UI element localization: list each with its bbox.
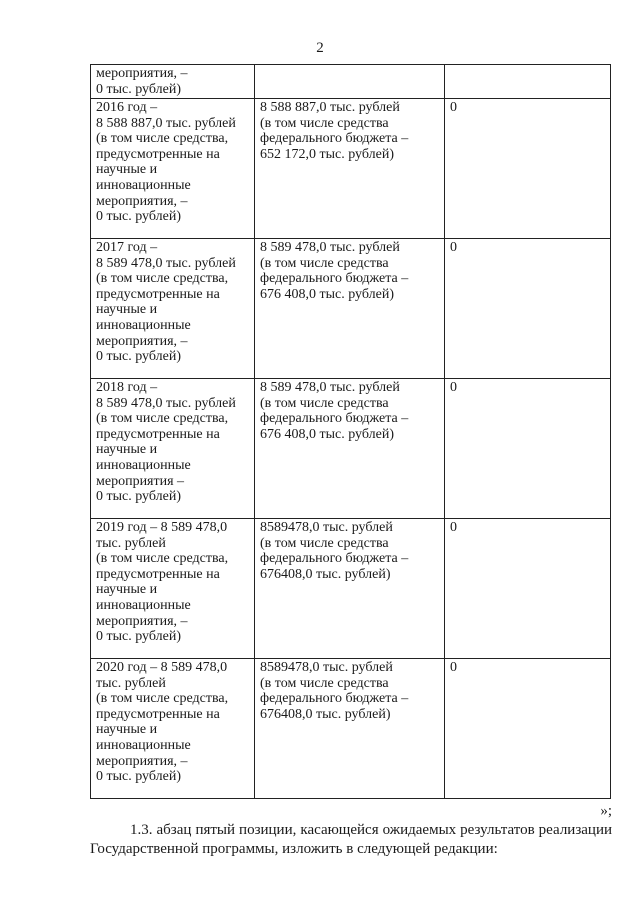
other-cell: 0 xyxy=(445,379,611,519)
federal-cell: 8 588 887,0 тыс. рублей (в том числе средства федерального бюджета – 652 172,0 тыс. рублей) xyxy=(255,99,445,239)
other-cell: 0 xyxy=(445,519,611,659)
federal-cell: 8 589 478,0 тыс. рублей (в том числе средства федерального бюджета – 676 408,0 тыс. рублей) xyxy=(255,379,445,519)
amendment-paragraph-text: 1.3. абзац пятый позиции, касающейся ожидаемых результатов реализации Государственной программы, изложить в следующей редакции: xyxy=(90,822,612,857)
federal-cell xyxy=(255,65,445,99)
year-cell: 2020 год – 8 589 478,0 тыс. рублей (в том числе средства, предусмотренные на научные и инновационные мероприятия, – 0 тыс. рублей) xyxy=(91,659,255,799)
year-cell: 2016 год – 8 588 887,0 тыс. рублей (в том числе средства, предусмотренные на научные и инновационные мероприятия, – 0 тыс. рублей) xyxy=(91,99,255,239)
amendment-paragraph xyxy=(90,821,612,859)
table-row xyxy=(91,659,611,799)
other-cell: 0 xyxy=(445,99,611,239)
other-cell: 0 xyxy=(445,659,611,799)
federal-cell: 8 589 478,0 тыс. рублей (в том числе средства федерального бюджета – 676 408,0 тыс. рублей) xyxy=(255,239,445,379)
year-cell: 2019 год – 8 589 478,0 тыс. рублей (в том числе средства, предусмотренные на научные и инновационные мероприятия, – 0 тыс. рублей) xyxy=(91,519,255,659)
federal-cell: 8589478,0 тыс. рублей (в том числе средства федерального бюджета – 676408,0 тыс. рублей) xyxy=(255,519,445,659)
table-row xyxy=(91,65,611,99)
page-number: 2 xyxy=(316,40,324,56)
federal-cell: 8589478,0 тыс. рублей (в том числе средства федерального бюджета – 676408,0 тыс. рублей) xyxy=(255,659,445,799)
other-cell: 0 xyxy=(445,239,611,379)
table-row xyxy=(91,519,611,659)
year-cell: мероприятия, – 0 тыс. рублей) xyxy=(91,65,255,99)
year-cell: 2018 год – 8 589 478,0 тыс. рублей (в том числе средства, предусмотренные на научные и инновационные мероприятия – 0 тыс. рублей) xyxy=(91,379,255,519)
year-cell: 2017 год – 8 589 478,0 тыс. рублей (в том числе средства, предусмотренные на научные и инновационные мероприятия, – 0 тыс. рублей) xyxy=(91,239,255,379)
other-cell xyxy=(445,65,611,99)
closing-quote-mark: »; xyxy=(600,803,612,819)
budget-table xyxy=(90,64,611,799)
table-row xyxy=(91,99,611,239)
table-row xyxy=(91,239,611,379)
table-row xyxy=(91,379,611,519)
